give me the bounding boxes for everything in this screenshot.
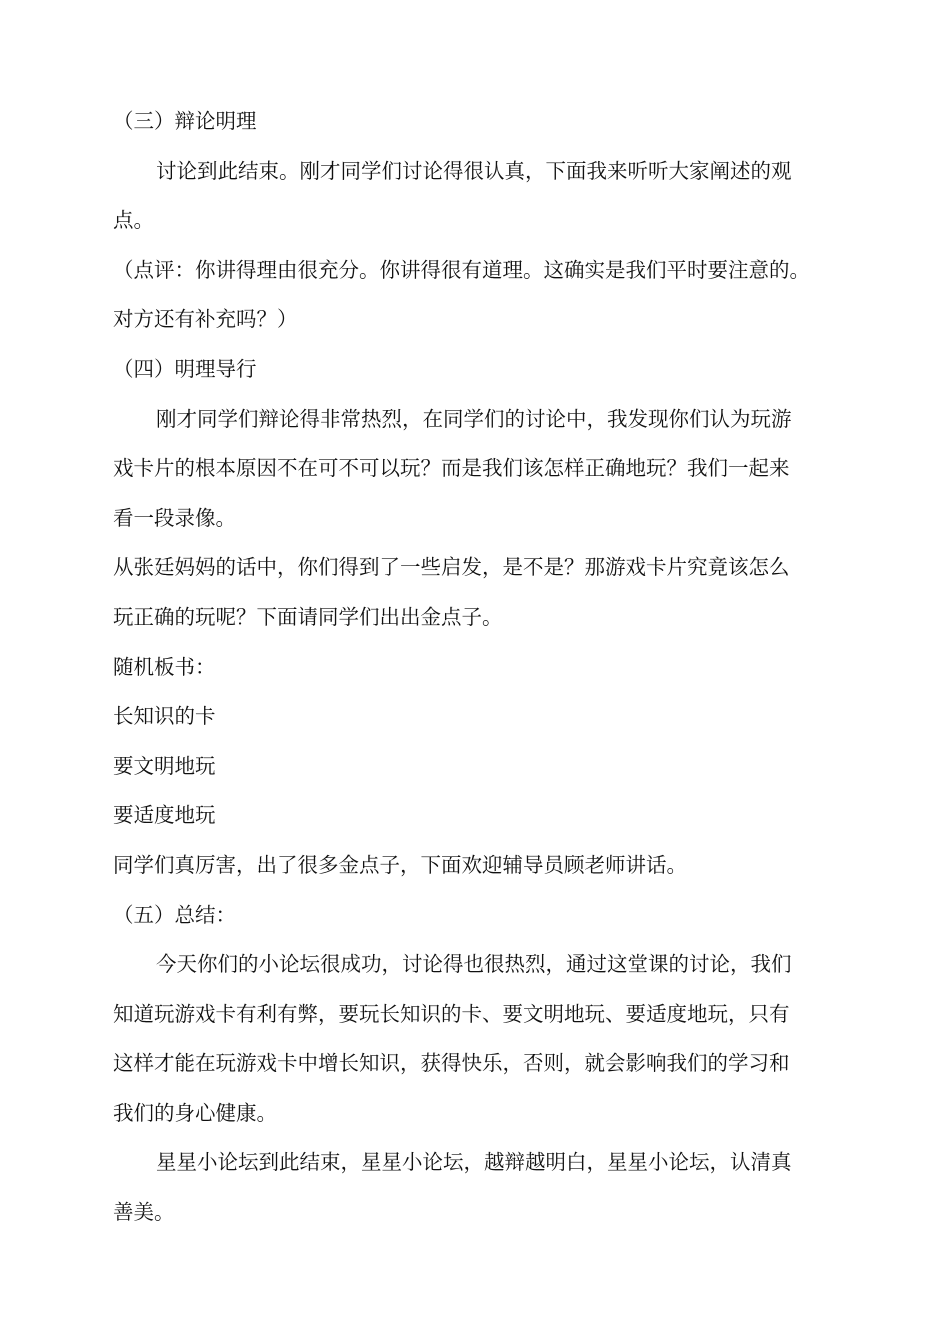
document-page bbox=[113, 97, 853, 1238]
section4-heading: （四）明理导行 bbox=[113, 356, 257, 381]
comment-line: （点评：你讲得理由很充分。你讲得很有道理。这确实是我们平时要注意的。 bbox=[113, 257, 810, 282]
board-label: 随机板书： bbox=[113, 654, 216, 679]
mother-paragraph-line: 玩正确的玩呢？下面请同学们出出金点子。 bbox=[113, 604, 503, 629]
section3-paragraph-line: 点。 bbox=[113, 208, 154, 233]
closing-paragraph-line: 善美。 bbox=[113, 1200, 175, 1225]
section4-paragraph-line: 看一段录像。 bbox=[113, 505, 236, 530]
mother-paragraph-line: 从张廷妈妈的话中，你们得到了一些启发，是不是？那游戏卡片究竟该怎么 bbox=[113, 555, 790, 580]
comment-line: 对方还有补充吗？） bbox=[113, 307, 298, 332]
summary-paragraph-line: 今天你们的小论坛很成功，讨论得也很热烈，通过这堂课的讨论，我们 bbox=[156, 952, 792, 977]
board-item: 要适度地玩 bbox=[113, 803, 216, 828]
section3-paragraph-line: 讨论到此结束。刚才同学们讨论得很认真，下面我来听听大家阐述的观 bbox=[156, 158, 792, 183]
closing-paragraph-line: 星星小论坛到此结束，星星小论坛，越辩越明白，星星小论坛，认清真 bbox=[156, 1150, 792, 1175]
section3-heading: （三）辩论明理 bbox=[113, 109, 257, 133]
section4-paragraph-line: 戏卡片的根本原因不在可不可以玩？而是我们该怎样正确地玩？我们一起来 bbox=[113, 456, 790, 481]
praise-line: 同学们真厉害，出了很多金点子，下面欢迎辅导员顾老师讲话。 bbox=[113, 852, 687, 877]
summary-paragraph-line: 我们的身心健康。 bbox=[113, 1100, 277, 1125]
board-item: 要文明地玩 bbox=[113, 753, 216, 778]
summary-paragraph-line: 知道玩游戏卡有利有弊，要玩长知识的卡、要文明地玩、要适度地玩，只有 bbox=[113, 1001, 790, 1026]
board-item: 长知识的卡 bbox=[113, 704, 216, 729]
section5-heading: （五）总结： bbox=[113, 902, 236, 927]
summary-paragraph-line: 这样才能在玩游戏卡中增长知识，获得快乐，否则，就会影响我们的学习和 bbox=[113, 1051, 790, 1076]
section4-paragraph-line: 刚才同学们辩论得非常热烈，在同学们的讨论中，我发现你们认为玩游 bbox=[156, 406, 792, 431]
